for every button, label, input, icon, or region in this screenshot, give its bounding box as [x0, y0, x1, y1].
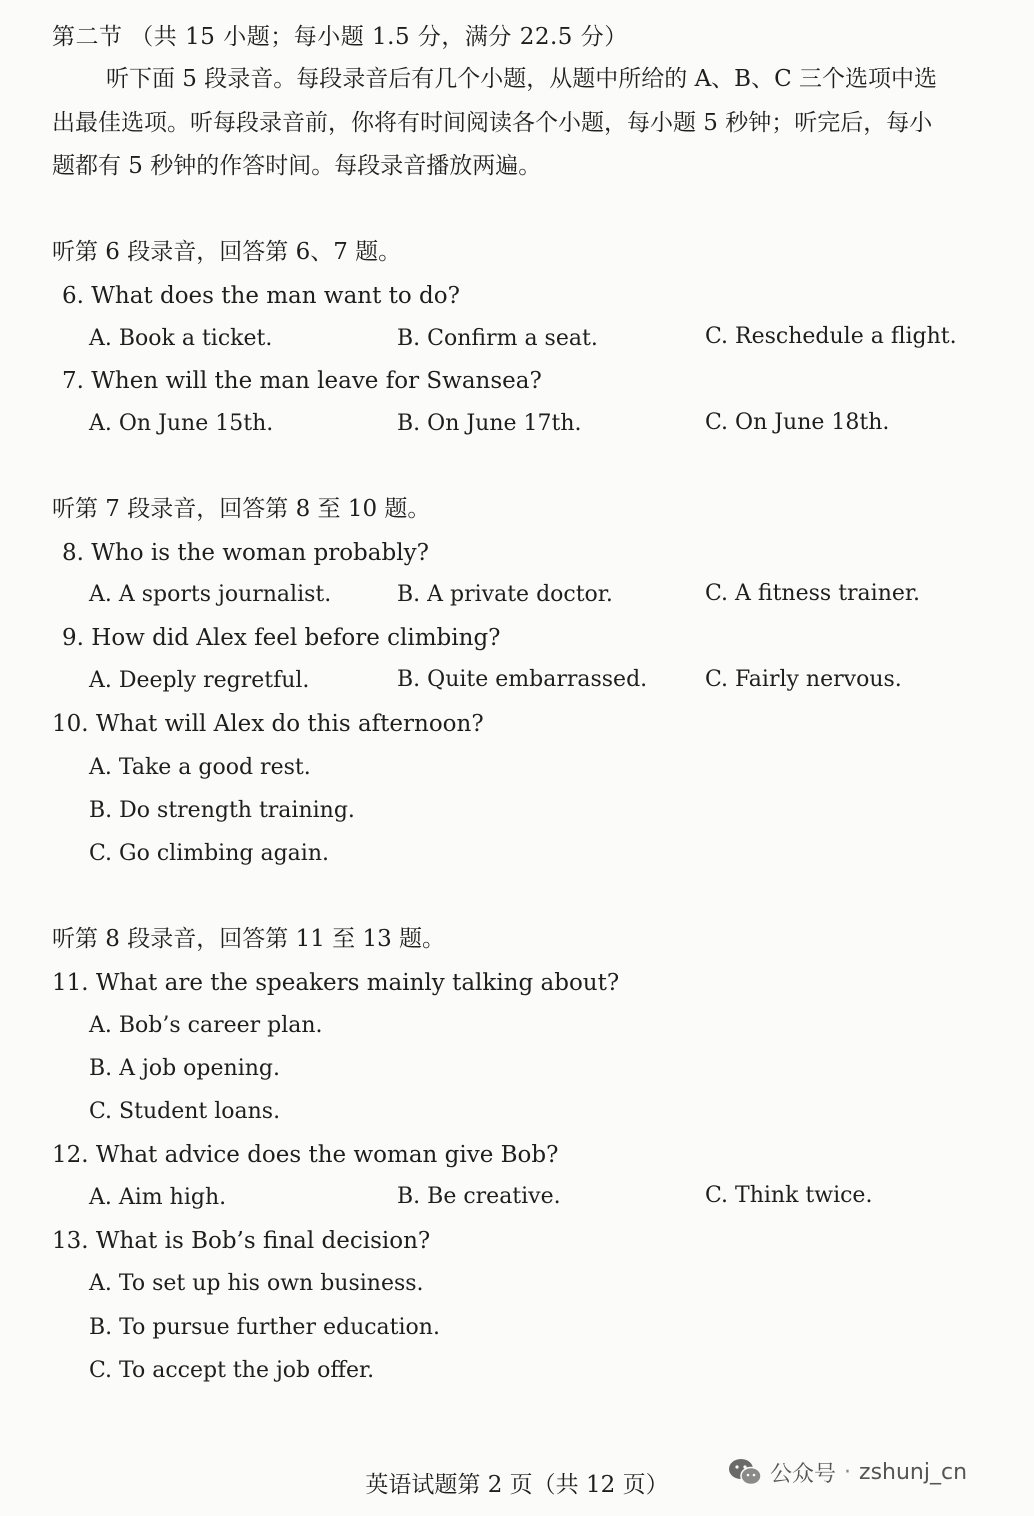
option-7c: C. On June 18th. [705, 410, 890, 435]
option-6a: A. Book a ticket. [89, 326, 273, 351]
question-6: 6. What does the man want to do? [62, 283, 460, 309]
option-9c: C. Fairly nervous. [705, 667, 902, 692]
question-13: 13. What is Bob’s final decision? [52, 1228, 431, 1254]
option-12b: B. Be creative. [397, 1184, 561, 1209]
option-7b: B. On June 17th. [397, 411, 582, 436]
section-intro-line-3: 题都有 5 秒钟的作答时间。每段录音播放两遍。 [52, 153, 542, 179]
question-10: 10. What will Alex do this afternoon? [52, 711, 484, 737]
section-intro-line-1: 听下面 5 段录音。每段录音后有几个小题，从题中所给的 A、B、C 三个选项中选 [106, 66, 937, 92]
section-intro-line-2: 出最佳选项。听每段录音前，你将有时间阅读各个小题，每小题 5 秒钟；听完后，每小 [52, 110, 933, 136]
option-11c: C. Student loans. [89, 1099, 281, 1124]
option-11b: B. A job opening. [89, 1056, 280, 1081]
option-8a: A. A sports journalist. [89, 582, 332, 607]
watermark-label: 公众号 [770, 1461, 837, 1487]
option-8b: B. A private doctor. [397, 582, 613, 607]
section-title: 第二节 （共 15 小题；每小题 1.5 分，满分 22.5 分） [52, 24, 628, 50]
option-6b: B. Confirm a seat. [397, 326, 598, 351]
option-13b: B. To pursue further education. [89, 1315, 440, 1340]
question-9: 9. How did Alex feel before climbing? [62, 625, 501, 651]
option-10c: C. Go climbing again. [89, 841, 329, 866]
option-13a: A. To set up his own business. [89, 1271, 424, 1296]
option-12c: C. Think twice. [705, 1183, 873, 1208]
option-8c: C. A fitness trainer. [705, 581, 920, 606]
part-heading: 听第 8 段录音，回答第 11 至 13 题。 [52, 926, 446, 952]
option-11a: A. Bob’s career plan. [89, 1013, 323, 1038]
part-heading: 听第 7 段录音，回答第 8 至 10 题。 [52, 496, 431, 522]
watermark-account: zshunj_cn [859, 1459, 968, 1485]
question-11: 11. What are the speakers mainly talking about? [52, 970, 620, 996]
option-7a: A. On June 15th. [89, 411, 274, 436]
watermark-separator: · [844, 1459, 852, 1485]
wechat-icon [728, 1457, 762, 1487]
question-12: 12. What advice does the woman give Bob? [52, 1142, 559, 1168]
option-9b: B. Quite embarrassed. [397, 667, 648, 692]
option-10b: B. Do strength training. [89, 798, 355, 823]
watermark [728, 1452, 967, 1492]
option-10a: A. Take a good rest. [89, 755, 311, 780]
option-9a: A. Deeply regretful. [89, 668, 310, 693]
question-7: 7. When will the man leave for Swansea? [62, 368, 542, 394]
part-heading: 听第 6 段录音，回答第 6、7 题。 [52, 239, 402, 265]
page-footer: 英语试题第 2 页（共 12 页） [365, 1472, 669, 1498]
option-12a: A. Aim high. [89, 1185, 227, 1210]
option-6c: C. Reschedule a flight. [705, 324, 957, 349]
option-13c: C. To accept the job offer. [89, 1358, 375, 1383]
question-8: 8. Who is the woman probably? [62, 540, 429, 566]
